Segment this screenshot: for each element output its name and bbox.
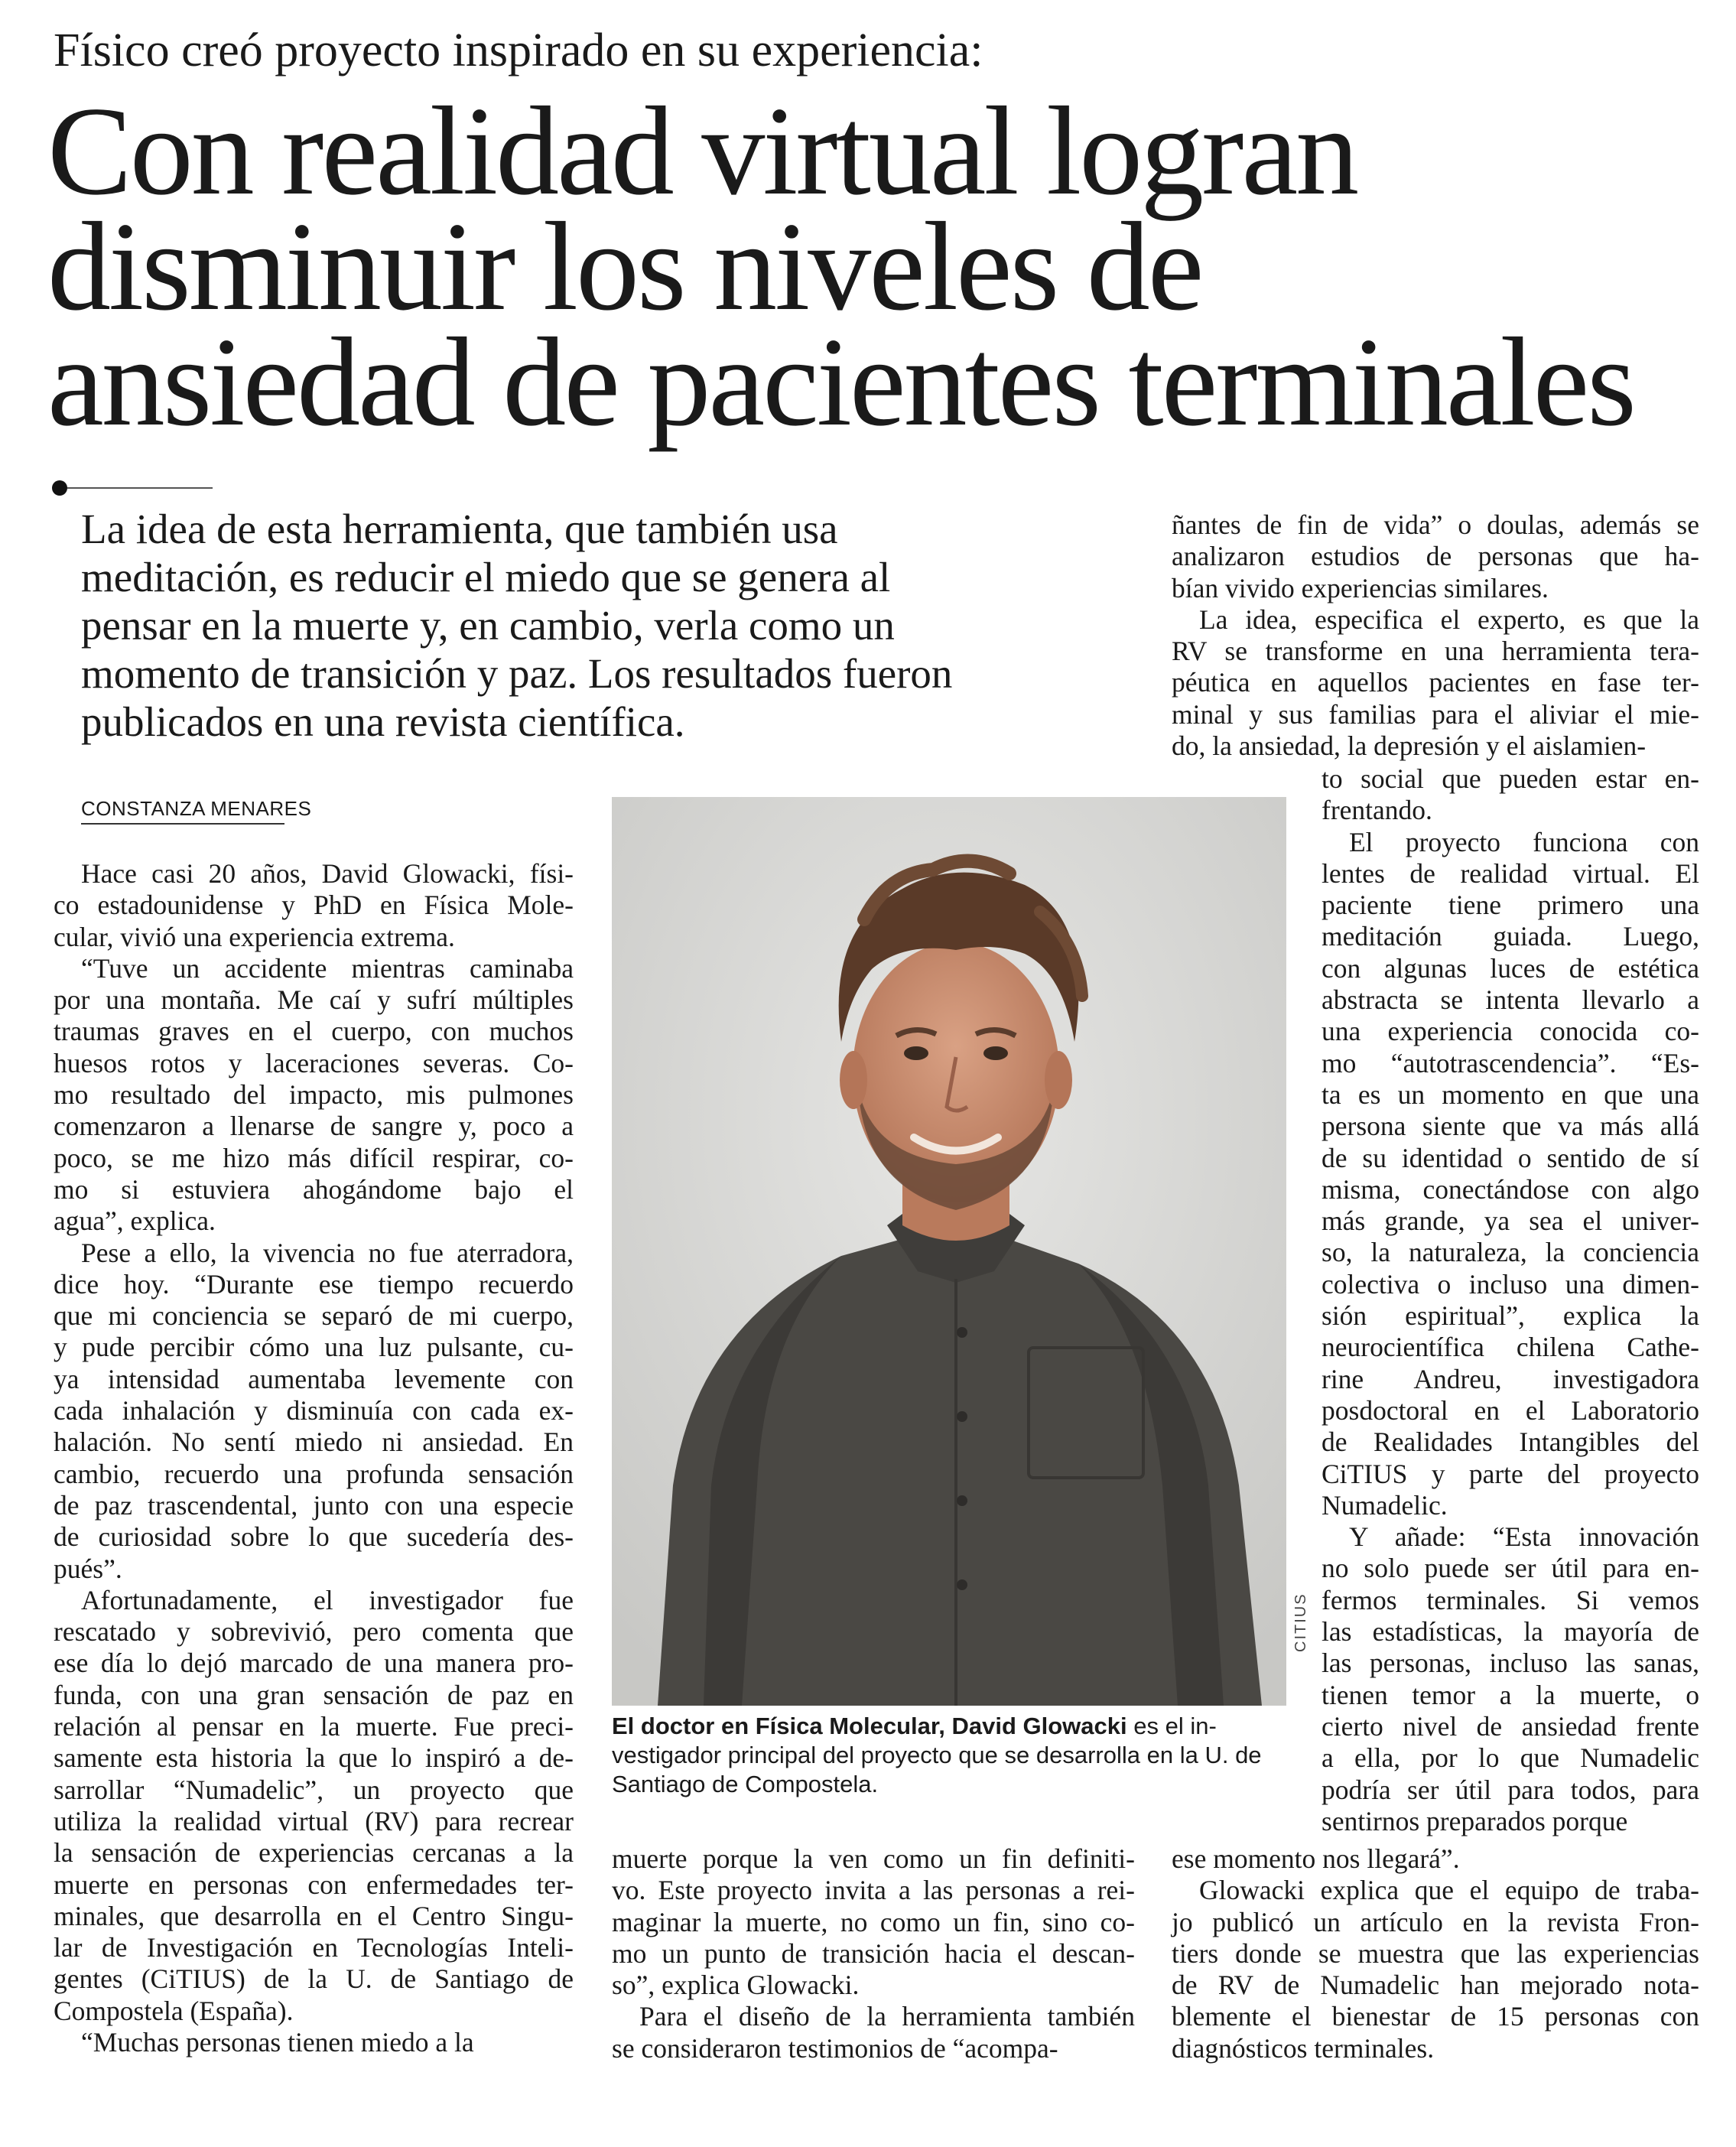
lead-paragraph [81, 505, 1136, 746]
body-line: traumas graves en el cuerpo, con muchos [54, 1016, 574, 1047]
body-line: muerte en personas con enfermedades ter- [54, 1869, 574, 1900]
body-line: so, la naturaleza, la conciencia [1322, 1237, 1699, 1268]
body-line: misma, conectándose con algo [1322, 1173, 1699, 1205]
headline [47, 80, 1699, 452]
body-line: de su identidad o sentido de sí [1322, 1142, 1699, 1173]
body-line: las estadísticas, la mayoría de [1322, 1616, 1699, 1648]
photo-credit: CITIUS [1292, 1592, 1309, 1652]
body-line: minal y sus familias para el aliviar el mie- [1172, 698, 1699, 730]
body-column-3-wrap [1322, 763, 1699, 1837]
body-line: utiliza la realidad virtual (RV) para recrear [54, 1805, 574, 1836]
body-line: lar de Investigación en Tecnologías Inteli- [54, 1932, 574, 1963]
body-line: ese momento nos llegará”. [1172, 1843, 1460, 1874]
body-line: mo “autotrascendencia”. “Es- [1322, 1047, 1699, 1078]
body-line: so”, explica Glowacki. [612, 1970, 860, 2001]
lead-bullet [52, 480, 67, 496]
body-line: vo. Este proyecto invita a las personas a rei- [612, 1875, 1135, 1906]
body-line: “Muchas personas tienen miedo a la [81, 2026, 474, 2058]
body-line: dice hoy. “Durante ese tiempo recuerdo [54, 1268, 574, 1300]
body-line: analizaron estudios de personas que ha- [1172, 541, 1699, 572]
body-line: mo resultado del impacto, mis pulmones [54, 1079, 574, 1111]
lead-line: momento de transición y paz. Los resultados fueron [81, 650, 953, 697]
body-line: gentes (CiTIUS) de la U. de Santiago de [54, 1963, 574, 1995]
body-line: jo publicó un artículo en la revista Fron- [1172, 1906, 1699, 1937]
body-line: sión espiritual”, explica la [1322, 1300, 1699, 1332]
lead-line: publicados en una revista científica. [81, 698, 685, 745]
body-line: maginar la muerte, no como un fin, sino co- [612, 1906, 1135, 1937]
body-line: samente esta historia la que lo inspiró a de- [54, 1742, 574, 1774]
body-line: péutica en aquellos pacientes en fase ter- [1172, 667, 1699, 698]
body-line: colectiva o incluso una dimen- [1322, 1268, 1699, 1300]
body-line: pués”. [54, 1553, 122, 1584]
byline-rule [81, 823, 284, 825]
body-line: mo si estuviera ahogándome bajo el [54, 1173, 574, 1205]
caption-line: vestigador principal del proyecto que se desarrolla en la U. de [612, 1742, 1262, 1768]
body-line: Y añade: “Esta innovación [1349, 1521, 1699, 1553]
body-line: do, la ansiedad, la depresión y el aislamien- [1172, 730, 1647, 762]
lead-rule [67, 487, 213, 489]
body-line: más grande, ya sea el univer- [1322, 1205, 1699, 1237]
body-line: frentando. [1322, 795, 1432, 826]
body-line: cierto nivel de ansiedad frente [1322, 1710, 1699, 1742]
lead-line: La idea de esta herramienta, que también usa [81, 506, 838, 552]
body-line: las personas, incluso las sanas, [1322, 1648, 1699, 1679]
body-line: sentirnos preparados porque [1322, 1805, 1628, 1836]
body-line: RV se transforme en una herramienta tera- [1172, 636, 1699, 667]
body-line: meditación guiada. Luego, [1322, 921, 1699, 952]
kicker: Físico creó proyecto inspirado en su experiencia: [54, 24, 983, 76]
body-line: Hace casi 20 años, David Glowacki, físi- [81, 858, 574, 889]
body-line: halación. No sentí miedo ni ansiedad. En [54, 1426, 574, 1458]
body-line: Glowacki explica que el equipo de traba- [1199, 1875, 1699, 1906]
body-line: de Realidades Intangibles del [1322, 1426, 1699, 1458]
body-column-2 [612, 1843, 1135, 2064]
body-line: rescatado y sobrevivió, pero comenta que [54, 1616, 574, 1648]
body-line: sarrollar “Numadelic”, un proyecto que [54, 1774, 574, 1805]
portrait-photo [612, 797, 1286, 1706]
body-line: con algunas luces de estética [1322, 952, 1699, 984]
body-line: neurocientífica chilena Cathe- [1322, 1332, 1699, 1363]
body-line: tienen temor a la muerte, o [1322, 1679, 1699, 1710]
body-line: podría ser útil para todos, para [1322, 1774, 1699, 1805]
body-line: que mi conciencia se separó de mi cuerpo, [54, 1300, 574, 1332]
body-line: cambio, recuerdo una profunda sensación [54, 1458, 574, 1489]
lead-line: pensar en la muerte y, en cambio, verla como un [81, 602, 895, 649]
body-line: de RV de Numadelic han mejorado nota- [1172, 1970, 1699, 2001]
body-line: no solo puede ser útil para en- [1322, 1553, 1699, 1584]
body-line: tiers donde se muestra que las experiencias [1172, 1937, 1699, 1969]
body-line: “Tuve un accidente mientras caminaba [81, 952, 574, 984]
body-line: huesos rotos y laceraciones severas. Co- [54, 1047, 574, 1078]
caption-line: Santiago de Compostela. [612, 1771, 879, 1797]
body-line: ya intensidad aumentaba levemente con [54, 1363, 574, 1394]
body-column-3-bottom [1172, 1843, 1699, 2064]
body-line: Para el diseño de la herramienta también [639, 2001, 1135, 2032]
body-line: mo un punto de transición hacia el descan- [612, 1937, 1135, 1969]
body-line: posdoctoral en el Laboratorio [1322, 1394, 1699, 1426]
body-line: la sensación de experiencias cercanas a la [54, 1837, 574, 1869]
photo-caption [612, 1712, 1286, 1799]
headline-line: ansiedad de pacientes terminales [47, 311, 1634, 452]
body-line: funda, con una gran sensación de paz en [54, 1679, 574, 1710]
body-line: blemente el bienestar de 15 personas con [1172, 2001, 1699, 2032]
body-line: cular, vivió una experiencia extrema. [54, 921, 455, 952]
body-line: CiTIUS y parte del proyecto [1322, 1458, 1699, 1489]
body-line: minales, que desarrolla en el Centro Singu- [54, 1900, 574, 1931]
lead-line: meditación, es reducir el miedo que se genera al [81, 554, 891, 600]
body-line: agua”, explica. [54, 1205, 216, 1237]
body-line: Compostela (España). [54, 1995, 294, 2026]
body-line: por una montaña. Me caí y sufrí múltiples [54, 984, 574, 1016]
body-line: cada inhalación y disminuía con cada ex- [54, 1395, 574, 1426]
body-line: ñantes de fin de vida” o doulas, además se [1172, 509, 1699, 540]
body-line: y pude percibir cómo una luz pulsante, cu- [54, 1332, 574, 1363]
body-line: abstracta se intenta llevarlo a [1322, 984, 1699, 1016]
body-line: Pese a ello, la vivencia no fue aterradora, [81, 1237, 574, 1268]
body-line: se consideraron testimonios de “acompa- [612, 2032, 1058, 2064]
body-line: ta es un momento en que una [1322, 1078, 1699, 1110]
headline-line: disminuir los niveles de [47, 196, 1202, 337]
body-line: co estadounidense y PhD en Física Mole- [54, 890, 574, 921]
body-line: fermos terminales. Si vemos [1322, 1584, 1699, 1615]
body-line: relación al pensar en la muerte. Fue preci- [54, 1711, 574, 1742]
body-line: Numadelic. [1322, 1489, 1448, 1521]
body-line: lentes de realidad virtual. El [1322, 857, 1699, 889]
body-line: paciente tiene primero una [1322, 890, 1699, 921]
body-line: Afortunadamente, el investigador fue [81, 1584, 574, 1615]
body-line: persona siente que va más allá [1322, 1111, 1699, 1142]
body-column-3-top [1172, 509, 1699, 762]
body-line: La idea, especifica el experto, es que la [1199, 603, 1699, 635]
body-line: una experiencia conocida co- [1322, 1016, 1699, 1047]
body-line: de curiosidad sobre lo que sucedería des- [54, 1521, 574, 1553]
body-line: rine Andreu, investigadora [1322, 1363, 1699, 1394]
body-line: comenzaron a llenarse de sangre y, poco a [54, 1111, 574, 1142]
body-line: muerte porque la ven como un fin definiti- [612, 1843, 1135, 1874]
body-line: bían vivido experiencias similares. [1172, 572, 1549, 603]
body-line: a ella, por lo que Numadelic [1322, 1742, 1699, 1774]
caption-bold: El doctor en Física Molecular, David Glowacki [612, 1713, 1127, 1739]
headline-line: Con realidad virtual logran [47, 80, 1357, 221]
body-line: poco, se me hizo más difícil respirar, co- [54, 1142, 574, 1173]
body-line: to social que pueden estar en- [1322, 763, 1699, 794]
body-line: El proyecto funciona con [1349, 826, 1699, 857]
body-line: ese día lo dejó marcado de una manera pro- [54, 1648, 574, 1679]
body-line: diagnósticos terminales. [1172, 2032, 1435, 2064]
byline: CONSTANZA MENARES [81, 797, 312, 820]
portrait-illustration [612, 797, 1286, 1706]
body-column-1 [54, 858, 574, 2058]
caption-text: es el in- [1126, 1713, 1217, 1739]
body-line: de paz trascendental, junto con una especie [54, 1489, 574, 1521]
